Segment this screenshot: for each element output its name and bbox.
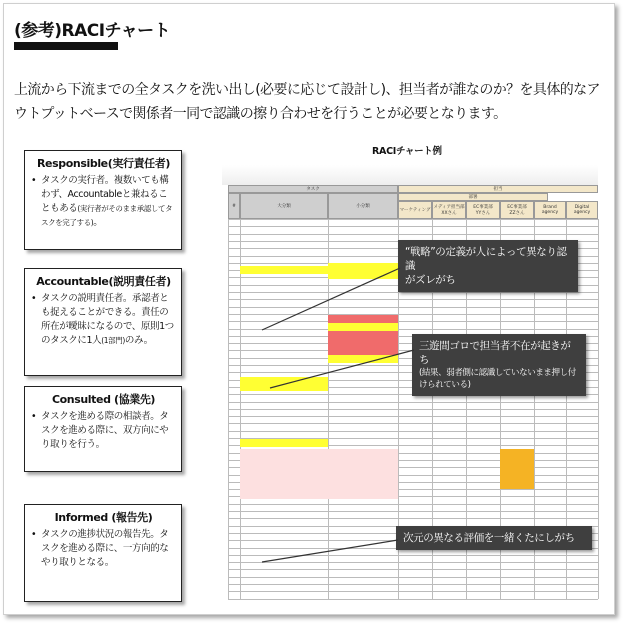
role-heading: Consulted (協業先): [51, 393, 156, 406]
table-gridline: [228, 402, 598, 403]
role-heading: Responsible(実行責任者): [36, 157, 171, 170]
table-gridline: [228, 591, 598, 592]
highlight-cell: [328, 263, 398, 271]
header-minor: 小分類: [328, 193, 398, 219]
header-col-1: メディア担当部 XXさん: [432, 201, 466, 219]
header-col-0: マーケティング: [398, 201, 432, 219]
role-card-responsible: [24, 150, 182, 250]
table-gridline: [228, 584, 598, 585]
highlight-cell: [328, 355, 398, 363]
slide-title: (参考)RACIチャート: [14, 21, 171, 41]
table-gridline: [228, 226, 598, 227]
table-gridline: [228, 314, 598, 315]
role-description: タスクの説明責任者。承認者とも捉えることができる。責任の所在が曖昧になるので、原則1つのタスクに1人(1部門)のみ。: [41, 293, 174, 346]
highlight-cell: [500, 449, 534, 457]
chart-title: RACIチャート例: [372, 146, 442, 157]
table-gridline: [228, 219, 598, 220]
highlight-cell: [328, 347, 398, 355]
table-gridline: [228, 307, 598, 308]
header-major: 大分類: [240, 193, 328, 219]
table-gridline: [228, 599, 598, 600]
highlight-cell: [328, 331, 398, 339]
header-col-3: EC事業部 ZZさん: [500, 201, 534, 219]
table-gridline: [228, 292, 598, 293]
highlight-cell: [240, 266, 328, 274]
role-heading: Accountable(説明責任者): [36, 275, 171, 288]
bullet-icon: •: [31, 293, 37, 304]
table-column-line: [228, 219, 229, 599]
role-heading: Informed (報告先): [54, 511, 153, 524]
highlight-cell: [328, 271, 398, 279]
table-gridline: [228, 409, 598, 410]
header-col-5: Digital agency: [566, 201, 598, 219]
table-gridline: [228, 416, 598, 417]
callout-mixed-evaluation: 次元の異なる評価を一緒くたにしがち: [396, 526, 592, 550]
role-description: タスクの実行者。複数いても構わず、Accountableと兼ねることもある(実行者がそのまま承認してタスクを完了する)。: [41, 175, 173, 228]
highlight-cell: [500, 465, 534, 473]
bullet-icon: •: [31, 175, 37, 186]
table-top-band: [222, 165, 598, 185]
table-gridline: [228, 518, 598, 519]
table-column-line: [598, 219, 599, 599]
role-card-informed: [24, 504, 182, 602]
callout-strategy-definition: “戦略”の定義が人によって異なり認識 がズレがち: [398, 240, 578, 292]
header-num: #: [228, 193, 240, 219]
intro-text: 上流から下流までの全タスクを洗い出し(必要に応じて設計し)、担当者が誰なのか？を具体的なアウトプットベースで関係者一同で認識の擦り合わせを行うことが必要となります。: [14, 82, 600, 122]
highlight-cell: [240, 377, 328, 391]
highlight-cell: [500, 457, 534, 465]
table-gridline: [228, 504, 598, 505]
highlight-cell: [328, 323, 398, 331]
role-description: タスクを進める際の相談者。タスクを進める際に、双方向にやり取りを行う。: [41, 411, 169, 450]
highlight-cell: [328, 449, 398, 499]
table-column-line: [240, 219, 241, 599]
role-card-consulted: [24, 386, 182, 472]
title-underline-bar: [14, 42, 118, 50]
highlight-cell: [240, 439, 328, 447]
table-gridline: [228, 423, 598, 424]
highlight-cell: [240, 449, 328, 499]
table-gridline: [228, 329, 598, 330]
header-owner: 担当: [398, 185, 598, 193]
table-gridline: [228, 577, 598, 578]
role-card-accountable: [24, 268, 182, 376]
role-description: タスクの進捗状況の報告先。タスクを進める際に、一方向的なやり取りとなる。: [41, 529, 169, 568]
table-gridline: [228, 511, 598, 512]
table-gridline: [228, 431, 598, 432]
highlight-cell: [500, 473, 534, 481]
highlight-cell: [328, 315, 398, 323]
table-gridline: [228, 321, 598, 322]
bullet-icon: •: [31, 411, 37, 422]
highlight-cell: [500, 481, 534, 489]
table-gridline: [228, 569, 598, 570]
table-gridline: [228, 555, 598, 556]
table-gridline: [228, 234, 598, 235]
callout-no-owner: 三遊間ゴロで担当者不在が起きがち (結果、弱者側に認識していないまま押し付けられている): [412, 334, 586, 396]
header-task: タスク: [228, 185, 398, 193]
highlight-cell: [328, 339, 398, 347]
table-gridline: [228, 562, 598, 563]
bullet-icon: •: [31, 529, 37, 540]
header-dept: 部署: [398, 193, 548, 201]
header-col-4: Brand agency: [534, 201, 566, 219]
header-col-2: EC事業部 YYさん: [466, 201, 500, 219]
table-gridline: [228, 299, 598, 300]
